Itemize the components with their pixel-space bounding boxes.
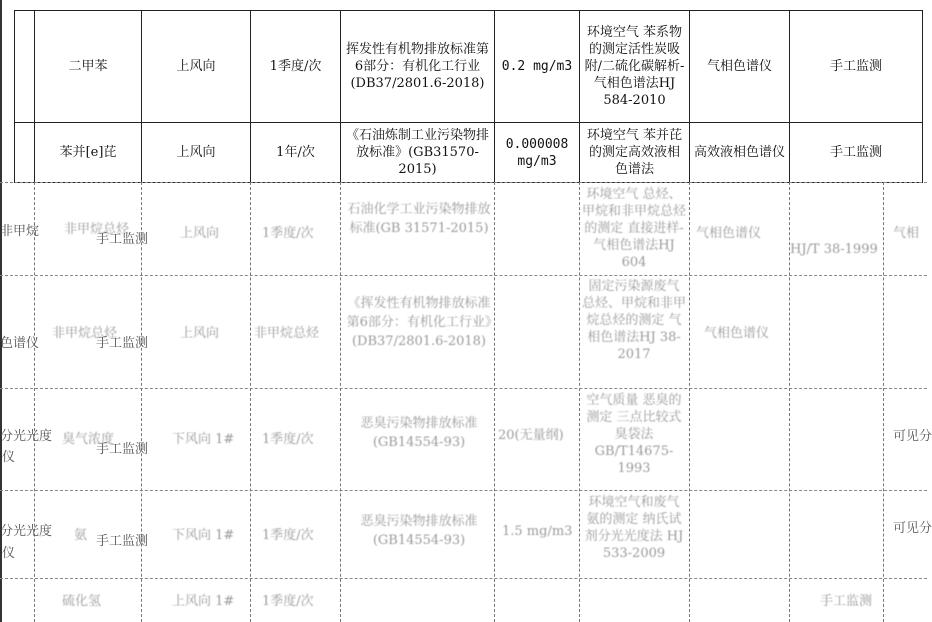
manual-label: 手工监测 bbox=[96, 442, 149, 457]
position-cell: 上风向 bbox=[142, 11, 251, 123]
row-divider bbox=[0, 578, 927, 579]
instrument-text: 气相色谱仪 bbox=[696, 226, 762, 241]
column-divider bbox=[141, 182, 142, 622]
standard-text: 恶臭污染物排放标准(GB14554-93) bbox=[360, 514, 478, 548]
frequency-text: 1季度/次 bbox=[262, 528, 314, 543]
column-divider bbox=[250, 182, 251, 622]
standard-text: 石油化学工业污染物排放标准(GB 31571-2015) bbox=[347, 202, 491, 236]
method-text: 环境空气和废气 氨的测定 纳氏试剂分光光度法 HJ 533-2009 bbox=[584, 495, 684, 561]
fragment-text: 分光光度 bbox=[0, 524, 53, 539]
column-divider bbox=[34, 182, 35, 622]
manual-label: 手工监测 bbox=[96, 232, 149, 247]
table-row bbox=[15, 123, 923, 183]
pollutant-text: 氨 bbox=[74, 528, 88, 543]
limit-text: 20(无量纲) bbox=[498, 428, 564, 443]
position-text: 上风向 bbox=[180, 226, 220, 241]
method-text: 固定污染源废气 总烃、甲烷和非甲烷总烃的测定 气相色谱法HJ 38-2017 bbox=[582, 279, 687, 362]
position-text: 上风向 1# bbox=[172, 594, 235, 609]
row-divider bbox=[0, 182, 927, 183]
position-text: 下风向 1# bbox=[172, 432, 235, 447]
row-stub bbox=[15, 123, 35, 183]
fragment-text: 分光光度 bbox=[0, 429, 53, 444]
standard-cell: 挥发性有机物排放标准第6部分：有机化工行业(DB37/2801.6-2018) bbox=[341, 11, 495, 123]
pollutant-text: 非甲烷总烃 bbox=[64, 222, 130, 237]
position-text: 上风向 bbox=[180, 326, 220, 341]
frequency-text: 1季度/次 bbox=[262, 594, 314, 609]
instrument-text: 气相色谱仪 bbox=[704, 326, 770, 341]
column-divider bbox=[689, 182, 690, 622]
pollutant-cell: 二甲苯 bbox=[35, 11, 142, 123]
fragment-text: 仪 bbox=[2, 546, 16, 561]
monitoring-mode-cell: 手工监测 bbox=[790, 11, 923, 123]
standard-text: 恶臭污染物排放标准(GB14554-93) bbox=[360, 416, 478, 450]
pollutant-cell: 苯并[e]芘 bbox=[35, 123, 142, 183]
limit-cell: 0.2 mg/m3 bbox=[495, 11, 580, 123]
manual-label: 手工监测 bbox=[820, 594, 873, 609]
fragment-text: 仪 bbox=[2, 450, 16, 465]
column-divider bbox=[494, 182, 495, 622]
row-divider bbox=[0, 275, 927, 276]
fragment-text: 非甲烷 bbox=[0, 224, 40, 239]
limit-text: 1.5 mg/m3 bbox=[502, 524, 573, 539]
column-divider bbox=[340, 182, 341, 622]
table-row bbox=[15, 11, 923, 123]
lab-method-text: HJ/T 38-1999 bbox=[790, 242, 878, 257]
limit-cell: 0.000008 mg/m3 bbox=[495, 123, 580, 183]
fragment-text: 色谱仪 bbox=[0, 336, 40, 351]
monitoring-table bbox=[14, 10, 923, 183]
frequency-text: 1季度/次 bbox=[262, 432, 314, 447]
pollutant-text: 臭气浓度 bbox=[62, 432, 115, 447]
column-divider bbox=[883, 182, 884, 622]
method-text: 环境空气 总烃、甲烷和非甲烷总烃的测定 直接进样-气相色谱法HJ 604 bbox=[582, 187, 687, 270]
position-cell: 上风向 bbox=[142, 123, 251, 183]
frequency-cell: 1年/次 bbox=[251, 123, 341, 183]
manual-label: 手工监测 bbox=[96, 336, 149, 351]
position-text: 下风向 1# bbox=[172, 528, 235, 543]
fragment-text: 气相 bbox=[893, 226, 920, 241]
method-cell: 环境空气 苯并芘的测定高效液相色谱法 bbox=[580, 123, 690, 183]
manual-label: 手工监测 bbox=[96, 534, 149, 549]
row-divider bbox=[0, 490, 927, 491]
instrument-cell: 气相色谱仪 bbox=[690, 11, 790, 123]
row-divider bbox=[0, 388, 927, 389]
monitoring-mode-cell: 手工监测 bbox=[790, 123, 923, 183]
frequency-cell: 1季度/次 bbox=[251, 11, 341, 123]
frequency-text: 非甲烷总烃 bbox=[254, 326, 320, 341]
pollutant-text: 非甲烷总烃 bbox=[52, 326, 118, 341]
method-text: 空气质量 恶臭的测定 三点比较式臭袋法 GB/T14675-1993 bbox=[586, 393, 682, 476]
frequency-text: 1季度/次 bbox=[262, 226, 314, 241]
method-cell: 环境空气 苯系物的测定活性炭吸附/二硫化碳解析-气相色谱法HJ 584-2010 bbox=[580, 11, 690, 123]
instrument-cell: 高效液相色谱仪 bbox=[690, 123, 790, 183]
pollutant-text: 硫化氢 bbox=[62, 594, 102, 609]
row-stub bbox=[15, 11, 35, 123]
fragment-text: 可见分 bbox=[893, 429, 932, 444]
fragment-text: 可见分 bbox=[893, 521, 932, 536]
standard-text: 《挥发性有机物排放标准第6部分：有机化工行业》(DB37/2801.6-2018) bbox=[346, 296, 492, 349]
column-divider bbox=[579, 182, 580, 622]
standard-cell: 《石油炼制工业污染物排放标准》(GB31570-2015) bbox=[341, 123, 495, 183]
